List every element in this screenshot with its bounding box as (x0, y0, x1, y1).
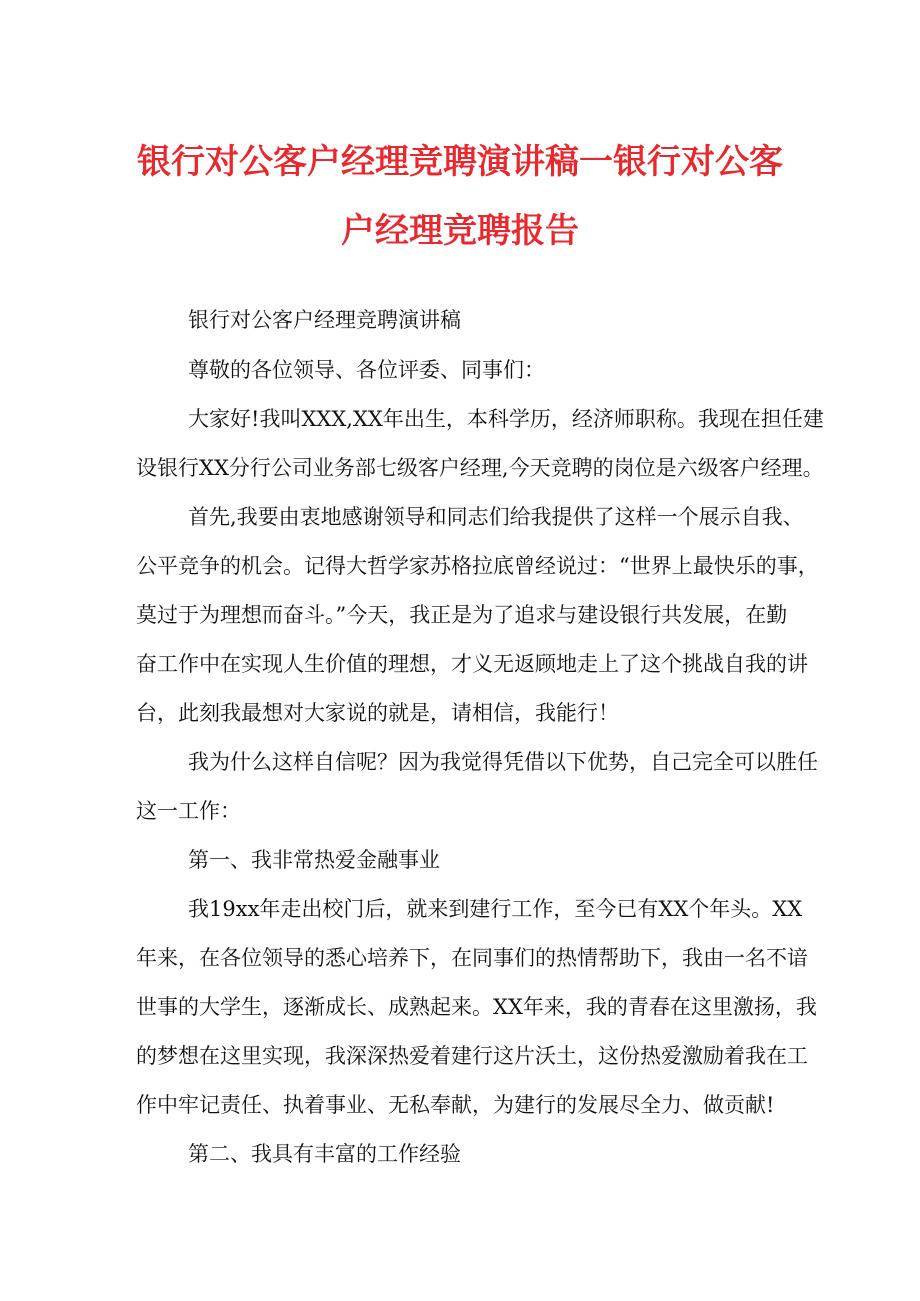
paragraph-line: 设银行XX分行公司业务部七级客户经理,今天竞聘的岗位是六级客户经理。 (136, 456, 824, 480)
document-title-line-1: 银行对公客户经理竞聘演讲稿一银行对公客 (137, 142, 783, 182)
section-heading: 第二、我具有丰富的工作经验 (188, 1142, 461, 1166)
paragraph-line: 首先,我要由衷地感谢领导和同志们给我提供了这样一个展示自我、 (188, 505, 804, 529)
paragraph-line: 我为什么这样自信呢？因为我觉得凭借以下优势，自己完全可以胜任 (188, 750, 818, 774)
section-heading: 第一、我非常热爱金融事业 (188, 848, 440, 872)
paragraph-line: 台，此刻我最想对大家说的就是，请相信，我能行！ (136, 701, 619, 725)
paragraph-line: 莫过于为理想而奋斗。”今天，我正是为了追求与建设银行共发展，在勤 (136, 603, 788, 627)
document-title-line-2: 户经理竞聘报告 (341, 211, 579, 251)
paragraph-line: 世事的大学生，逐渐成长、成熟起来。XX年来，我的青春在这里激扬，我 (136, 995, 817, 1019)
paragraph-line: 奋工作中在实现人生价值的理想，才义无返顾地走上了这个挑战自我的讲 (136, 652, 808, 676)
salutation-line: 尊敬的各位领导、各位评委、同事们： (188, 358, 545, 382)
paragraph-line: 的梦想在这里实现，我深深热爱着建行这片沃土，这份热爱激励着我在工 (136, 1044, 808, 1068)
paragraph-line: 年来，在各位领导的悉心培养下，在同事们的热情帮助下，我由一名不谙 (136, 946, 808, 970)
paragraph-line: 大家好!我叫XXX,XX年出生，本科学历，经济师职称。我现在担任建 (188, 407, 824, 431)
paragraph-line: 作中牢记责任、执着事业、无私奉献，为建行的发展尽全力、做贡献! (136, 1093, 775, 1117)
paragraph-line: 这一工作： (136, 799, 241, 823)
paragraph-line: 公平竞争的机会。记得大哲学家苏格拉底曾经说过：“世界上最快乐的事， (136, 554, 819, 578)
subtitle-line: 银行对公客户经理竞聘演讲稿 (188, 308, 461, 332)
paragraph-line: 我19xx年走出校门后，就来到建行工作，至今已有XX个年头。XX (188, 897, 803, 921)
